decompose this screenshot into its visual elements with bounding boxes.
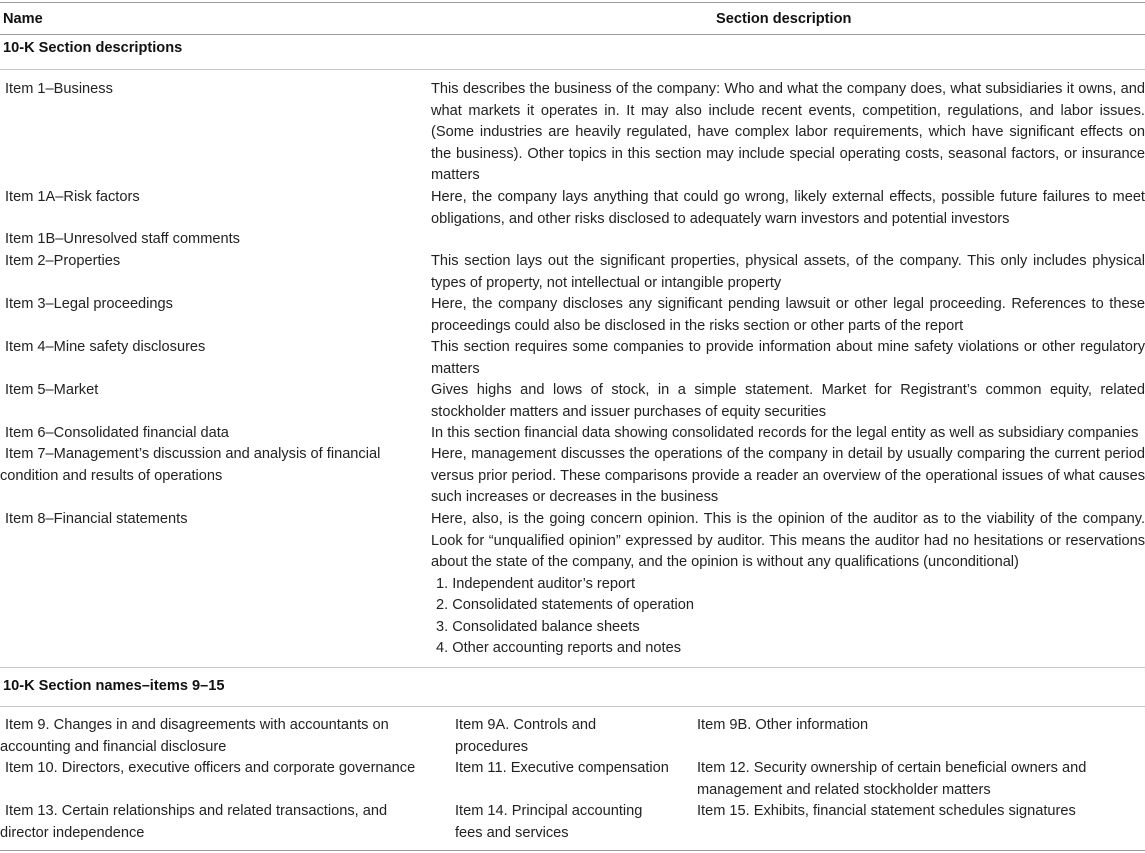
section-title-names: 10-K Section names–items 9–15 [3, 678, 225, 694]
item-description-block [431, 509, 1145, 660]
item-name: Item 6–Consolidated financial data [5, 425, 229, 441]
column-header-name: Name [3, 11, 43, 27]
grid-cell: Item 14. Principal accounting fees and services [455, 803, 643, 841]
grid-cell: Item 9A. Controls and procedures [455, 717, 597, 755]
grid-cell: Item 9B. Other information [697, 717, 869, 733]
table-bottom-rule [0, 850, 1145, 851]
column-header-description: Section description [716, 11, 852, 27]
item-description: This section requires some companies to provide information about mine safety violations or other regulatory matters [431, 339, 1145, 377]
item-name: Item 1A–Risk factors [5, 189, 140, 205]
list-item: 1. Independent auditor’s report [436, 575, 636, 592]
grid-cell: Item 11. Executive compensation [455, 760, 669, 776]
grid-cell: Item 9. Changes in and disagreements with accountants on accounting and financial disclosure [0, 717, 389, 755]
section-title-descriptions: 10-K Section descriptions [3, 40, 183, 56]
grid-cell: Item 13. Certain relationships and related transactions, and director independence [0, 803, 388, 841]
item-description: In this section financial data showing consolidated records for the legal entity as well as subsidiary companies [431, 425, 1139, 441]
table-top-rule [0, 2, 1145, 3]
item-name: Item 2–Properties [5, 253, 121, 269]
grid-cell: Item 12. Security ownership of certain beneficial owners and management and related stockholder matters [697, 760, 1087, 798]
item-description: This section lays out the significant properties, physical assets, of the company. This only includes physical types of property, not intellectual or intangible property [431, 253, 1145, 291]
item-description: Here, the company discloses any significant pending lawsuit or other legal proceeding. References to these proceedings could also be disclosed in the risks section or other parts of the report [431, 296, 1145, 334]
section-rule [0, 69, 1145, 70]
item-name: Item 1B–Unresolved staff comments [5, 231, 240, 247]
item-name: Item 1–Business [5, 81, 113, 97]
section-rule [0, 667, 1145, 668]
item-name: Item 3–Legal proceedings [5, 296, 173, 312]
item-name: Item 8–Financial statements [5, 511, 188, 527]
header-rule [0, 34, 1145, 35]
list-item: 3. Consolidated balance sheets [436, 618, 640, 635]
item-description: This describes the business of the company: Who and what the company does, what subsidiaries it owns, and what markets it operates in. It may also include recent events, competition, regulations, and labor issues. (Some industries are heavily regulated, have complex labor requirements, which have significant effects on the business). Other topics in this section may include special operating costs, seasonal factors, or insurance matters [431, 81, 1145, 183]
list-item: 2. Consolidated statements of operation [436, 597, 694, 613]
item-description: Here, management discusses the operations of the company in detail by usually comparing the current period versus prior period. These comparisons provide a reader an overview of the operational issues of what causes such increases or decreases in the business [431, 446, 1145, 505]
grid-cell: Item 10. Directors, executive officers and corporate governance [5, 760, 416, 776]
list-item: 4. Other accounting reports and notes [436, 640, 682, 656]
item-description: Here, the company lays anything that could go wrong, likely external effects, possible future failures to meet obligations, and other risks disclosed to adequately warn investors and potential investors [431, 189, 1145, 227]
item-name: Item 7–Management’s discussion and analysis of financial condition and results of operations [0, 446, 381, 484]
item-name: Item 4–Mine safety disclosures [5, 339, 206, 355]
item-description: Here, also, is the going concern opinion. This is the opinion of the auditor as to the viability of the company. Look for “unqualified opinion” expressed by auditor. This means the auditor had no hesitations or reservations about the state of the company, and the opinion is without any qualifications (unconditional) [431, 511, 1145, 570]
section-rule [0, 706, 1145, 707]
item-description: Gives highs and lows of stock, in a simple statement. Market for Registrant’s common equity, related stockholder matters and issuer purchases of equity securities [431, 382, 1145, 420]
grid-cell: Item 15. Exhibits, financial statement schedules signatures [697, 803, 1076, 819]
item-name: Item 5–Market [5, 382, 99, 398]
